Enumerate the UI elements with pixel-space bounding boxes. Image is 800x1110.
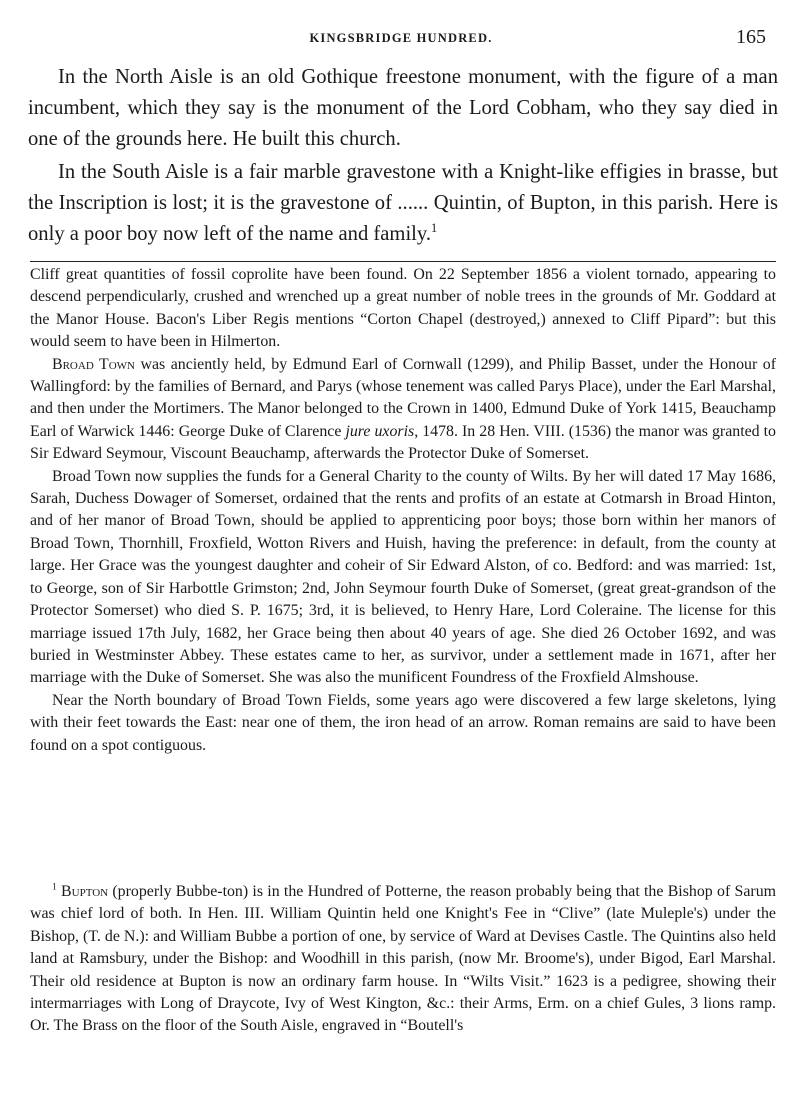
footnote-marker: 1 [52,881,57,893]
footnote-reference: 1 [431,221,438,236]
jure-uxoris: jure uxoris [345,422,415,440]
paragraph-skeletons: Near the North boundary of Broad Town Fields, some years ago were discovered a few large skeletons, lying with their feet towards the East: near one of them, the iron head of an arrow. Roman remains are said to have been found on a spot contiguous. [30,691,776,754]
broad-town-text-b: , 1478. In 28 Hen. VIII. (1536) the manor was granted to Sir Edward Seymour, Viscount Beauchamp, afterwards the Protector Duke of Somerset. [30,422,777,463]
footnote [30,881,776,1038]
paragraph-general-charity: Broad Town now supplies the funds for a General Charity to the county of Wilts. By her will dated 17 May 1686, Sarah, Duchess Dowager of Somerset, ordained that the rents and profits of an estate at Cotmarsh in Broad Hinton, and of her manor of Broad Town, should be applied to apprenticing poor boys; those born within her manors of Broad Town, Thornhill, Froxfield, Wotton Rivers and Huish, having the preference: in default, from the county at large. Her Grace was the youngest daughter and coheir of Sir Edward Alston, of co. Bedford: and was married: 1st, to George, son of Sir Harbottle Grimston; 2nd, John Seymour fourth Duke of Somerset, (great great-grandson of the Protector Somerset) who died S. P. 1675; 3rd, it is believed, to Henry Hare, Lord Coleraine. The license for this marriage issued 17th July, 1682, her Grace being then about 40 years of age. She died 26 October 1692, and was buried in Westminster Abbey. These estates came to her, as survivor, under a settlement made in 1671, after her marriage with the Duke of Somerset. She was also the munificent Foundress of the Froxfield Almshouse. [30,467,776,687]
running-head [30,26,772,50]
footnote-heading: Bupton [61,883,109,900]
broad-town-text-a: was anciently held, by Edmund Earl of Cornwall (1299), and Philip Basset, under the Honour of Wallingford: by the families of Bernard, and Parys (whose tenement was called Parys Place), under the Earl Marshal, and then under the Mortimers. The Manor belonged to the Crown in 1400, Edmund Duke of York 1415, Beauchamp Earl of Warwick 1446: George Duke of Clarence [30,355,776,440]
footnote-text: (properly Bubbe-ton) is in the Hundred of Potterne, the reason probably being that the Bishop of Sarum was chief lord of both. In Hen. III. William Quintin held one Knight's Fee in “Clive” (late Muleple's) under the Bishop, (T. de N.): and William Bubbe a portion of one, by service of Ward at Devises Castle. The Quintins also held land at Ramsbury, under the Bishop: and Woodhill in this parish, (now Mr. Broome's), under Bigod, Earl Marshal. Their old residence at Bupton is now an ordinary farm house. In “Wilts Visit.” 1623 is a pedigree, showing their intermarriages with Long of Draycote, Ivy of West Kington, &c.: their Arms, Erm. on a chief Gules, 3 lions ramp. Or. The Brass on the floor of the South Aisle, engraved in “Boutell's [30,883,776,1035]
paragraph-south-aisle [28,157,778,250]
horizontal-rule [30,261,776,262]
lower-text-block [30,264,776,757]
paragraph-broad-town [30,354,776,466]
paragraph-south-aisle-text: In the South Aisle is a fair marble gravestone with a Knight-like effigies in brasse, but the Inscription is lost; it is the gravestone of ...... Quintin, of Bupton, in this parish. Here is only a poor boy now left of the name and family. [28,161,778,245]
broad-town-heading: Broad Town [52,355,135,373]
page-number: 165 [736,26,766,48]
paragraph-north-aisle: In the North Aisle is an old Gothique freestone monument, with the figure of a man incumbent, which they say is the monument of the Lord Cobham, who they say died in one of the grounds here. He built this church. [28,66,778,150]
upper-text-block [28,62,778,250]
running-title: KINGSBRIDGE HUNDRED. [309,31,493,45]
paragraph-cliff: Cliff great quantities of fossil coprolite have been found. On 22 September 1856 a violent tornado, appearing to descend perpendicularly, crushed and wrenched up a great number of noble trees in the grounds of Mr. Goddard at the Manor House. Bacon's Liber Regis mentions “Corton Chapel (destroyed,) annexed to Cliff Pipard”: but this would seem to have been in Hilmerton. [30,266,776,351]
